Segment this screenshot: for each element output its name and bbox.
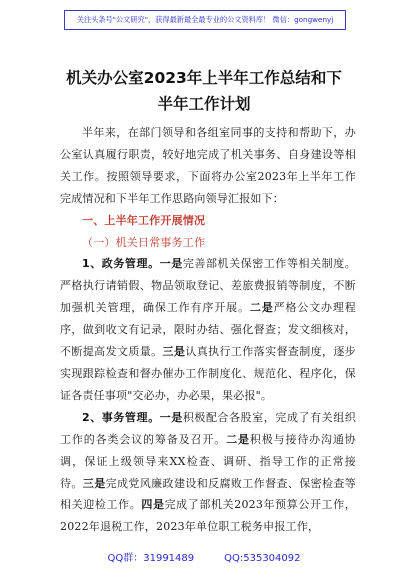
item2-p4-text: 完成了部机关2023年预算公开工作，2022年退税工作，2023年单位职工税务申报工作， <box>60 498 356 534</box>
item1-p2-lead: 二是 <box>249 301 274 315</box>
item2-paragraph <box>60 407 356 538</box>
item1-p1-lead: 一是 <box>159 257 183 271</box>
item1-lead: 1、政务管理。 <box>82 257 160 271</box>
item2-p1-text: 积极配合各股室，完成了有关组织工作的各类会议的筹备及召开。 <box>60 410 357 446</box>
item1-p2-text: 严格公文办理程序，做到收文有记录，限时办结、强化督查；发文细核对，不断提高发文质量。 <box>60 301 356 359</box>
footer-qq: QQ:535304092 <box>224 553 301 564</box>
document-title-line2: 半年工作计划 <box>157 95 251 113</box>
subsection-heading: （一）机关日常事务工作 <box>82 235 206 249</box>
item2-p4-lead: 四是 <box>141 498 165 512</box>
item2-p3-lead: 三是 <box>82 476 106 490</box>
item2-p2-text: 积极与接待办沟通协调，保证上级领导来XX检查、调研、指导工作的正常接待。 <box>60 432 356 490</box>
item1-p1-text: 完善部机关保密工作等相关制度。严格执行请销假、物品领取登记、差旅费报销等制度，不断加强机关管理，确保工作有序开展。 <box>60 257 357 315</box>
item1-p3-lead: 三是 <box>162 345 186 359</box>
item2-p1-lead: 一是 <box>159 410 183 424</box>
top-banner: 关注头条号"公文研究"，获得最新最全最专业的公文资料库！ 微信：gongwenyj <box>64 10 346 30</box>
section-heading: 一、上半年工作开展情况 <box>82 213 206 227</box>
item2-p3-text: 完成党风廉政建设和反腐败工作督查、保密检查等相关迎检工作。 <box>60 476 357 512</box>
document-body <box>60 122 356 538</box>
item2-lead: 2、事务管理。 <box>82 410 160 424</box>
document-title-line1: 机关办公室2023年上半年工作总结和下 <box>66 69 342 87</box>
item1-paragraph <box>60 253 356 406</box>
item1-p3-text: 认真执行工作落实督查制度，逐步实现跟踪检查和督办催办工作制度化、规范化、程序化，保证各责任事项"交必办，办必果，果必报"。 <box>60 345 357 402</box>
intro-paragraph: 半年来，在部门领导和各组室同事的支持和帮助下，办公室认真履行职责，较好地完成了机关事务、自身建设等相关工作。按照领导要求，下面将办公室2023年上半年工作完成情况和下半年工作思路向领导汇报如下： <box>60 126 356 205</box>
footer-qq-group: QQ群：31991489 <box>107 553 195 564</box>
footer <box>0 549 408 564</box>
item2-p2-lead: 二是 <box>226 432 250 446</box>
